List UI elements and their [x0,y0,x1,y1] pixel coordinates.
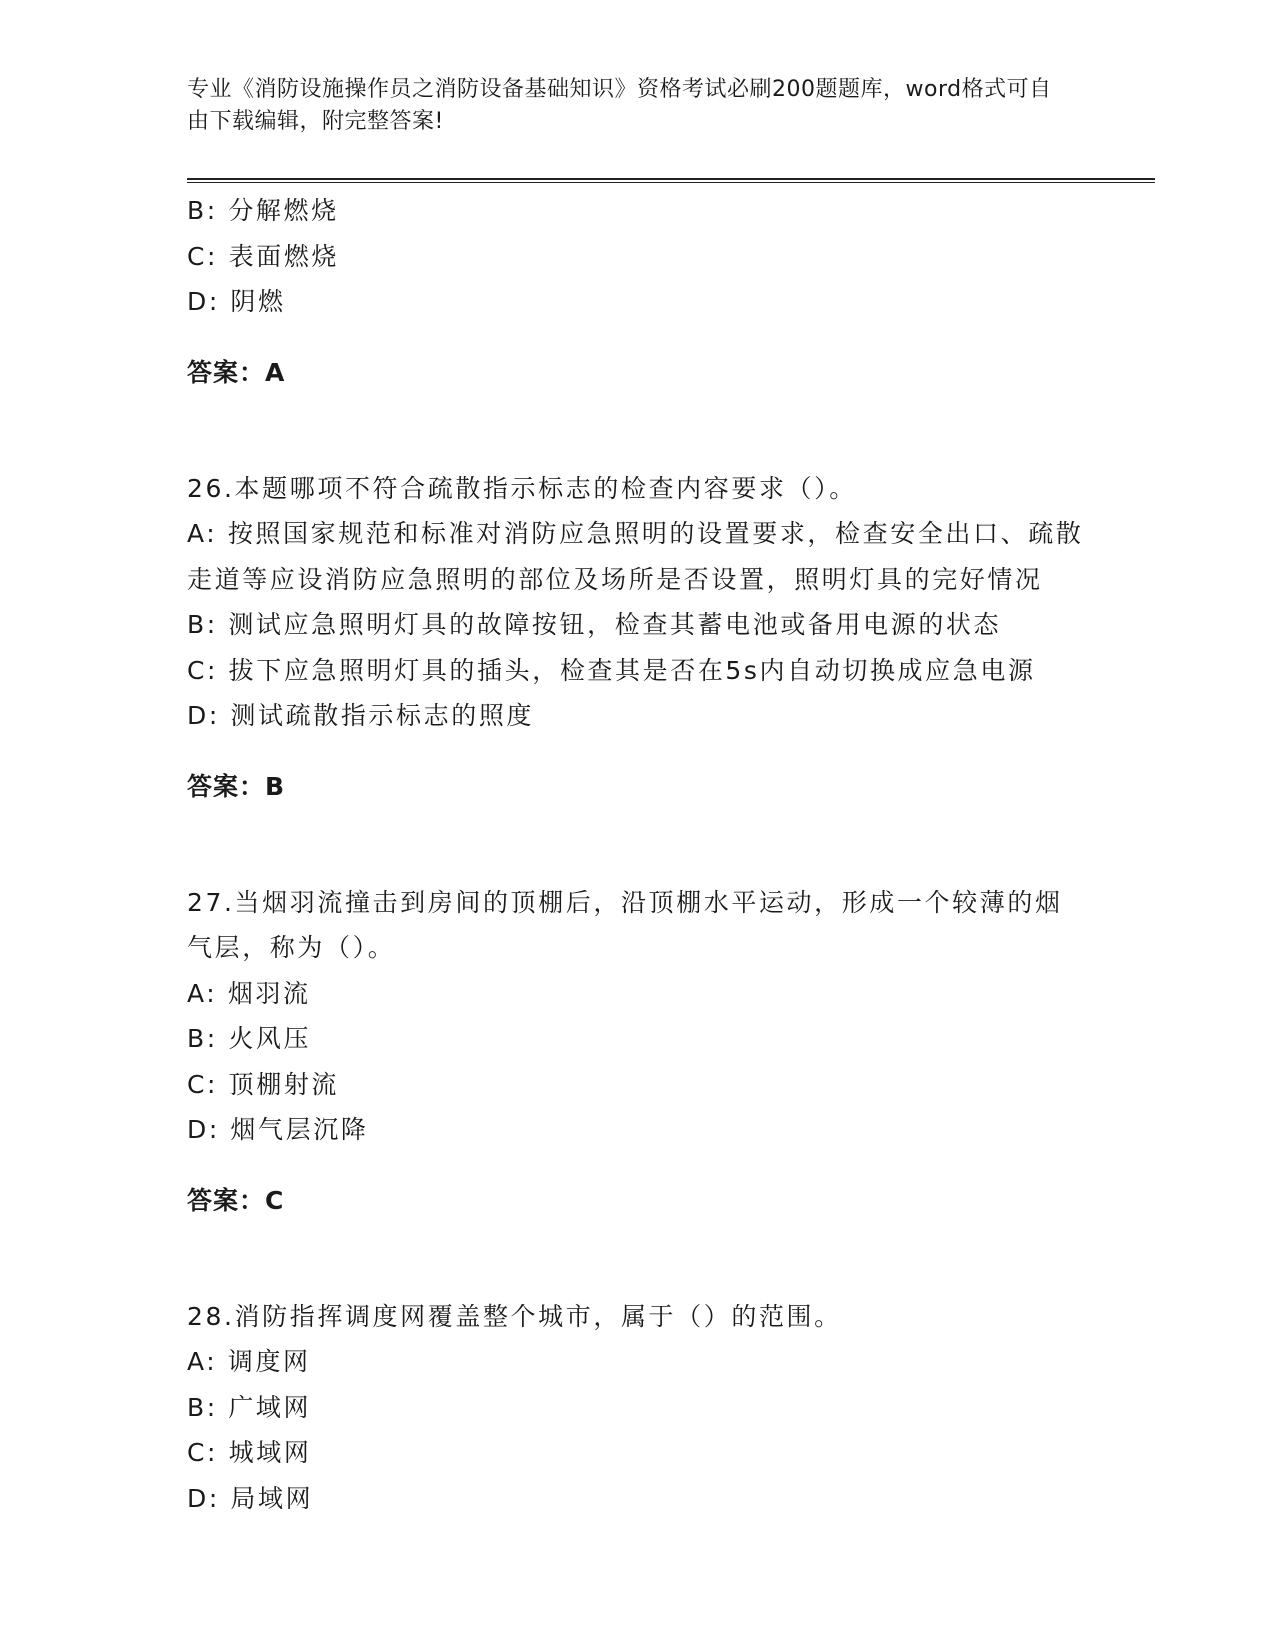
option-a: A: 烟羽流 [187,978,311,1008]
option-c: C: 城域网 [187,1438,312,1467]
answer-line: 答案：B [187,771,286,801]
question-stem: 27.当烟羽流撞击到房间的顶棚后，沿顶棚水平运动，形成一个较薄的烟气层，称为（）。 [187,887,1063,962]
question-27 [187,880,1087,1224]
answer-line: 答案：A [187,357,286,387]
answer-line: 答案：C [187,1185,285,1215]
page-header-text: 专业《消防设施操作员之消防设备基础知识》资格考试必刷200题题库，word格式可自由下载编辑，附完整答案! [187,77,1052,134]
option-c: C: 拔下应急照明灯具的插头，检查其是否在5s内自动切换成应急电源 [187,655,1036,685]
header-divider [187,178,1155,183]
option-d: D: 烟气层沉降 [187,1115,369,1144]
option-d: D: 局域网 [187,1483,314,1513]
option-b: B: 测试应急照明灯具的故障按钮，检查其蓄电池或备用电源的状态 [187,610,1002,639]
spacer [187,420,1087,466]
question-28 [187,1294,1087,1522]
option-b: B: 火风压 [187,1024,312,1053]
option-b: B: 分解燃烧 [187,196,339,225]
option-c: C: 顶棚射流 [187,1069,340,1099]
option-d: D: 阴燃 [187,287,286,316]
option-a: A: 按照国家规范和标准对消防应急照明的设置要求，检查安全出口、疏散走道等应设消防应急照明的部位及场所是否设置，照明灯具的完好情况 [187,519,1084,594]
spacer [187,1248,1087,1294]
spacer [187,834,1087,880]
option-a: A: 调度网 [187,1347,311,1376]
previous-question-tail [187,188,1087,395]
question-content [187,188,1087,1521]
question-stem: 28.消防指挥调度网覆盖整个城市，属于（）的范围。 [187,1301,842,1331]
question-26 [187,466,1087,810]
option-c: C: 表面燃烧 [187,241,340,271]
question-stem: 26.本题哪项不符合疏散指示标志的检查内容要求（）。 [187,473,857,503]
option-d: D: 测试疏散指示标志的照度 [187,701,535,730]
option-b: B: 广域网 [187,1392,312,1422]
